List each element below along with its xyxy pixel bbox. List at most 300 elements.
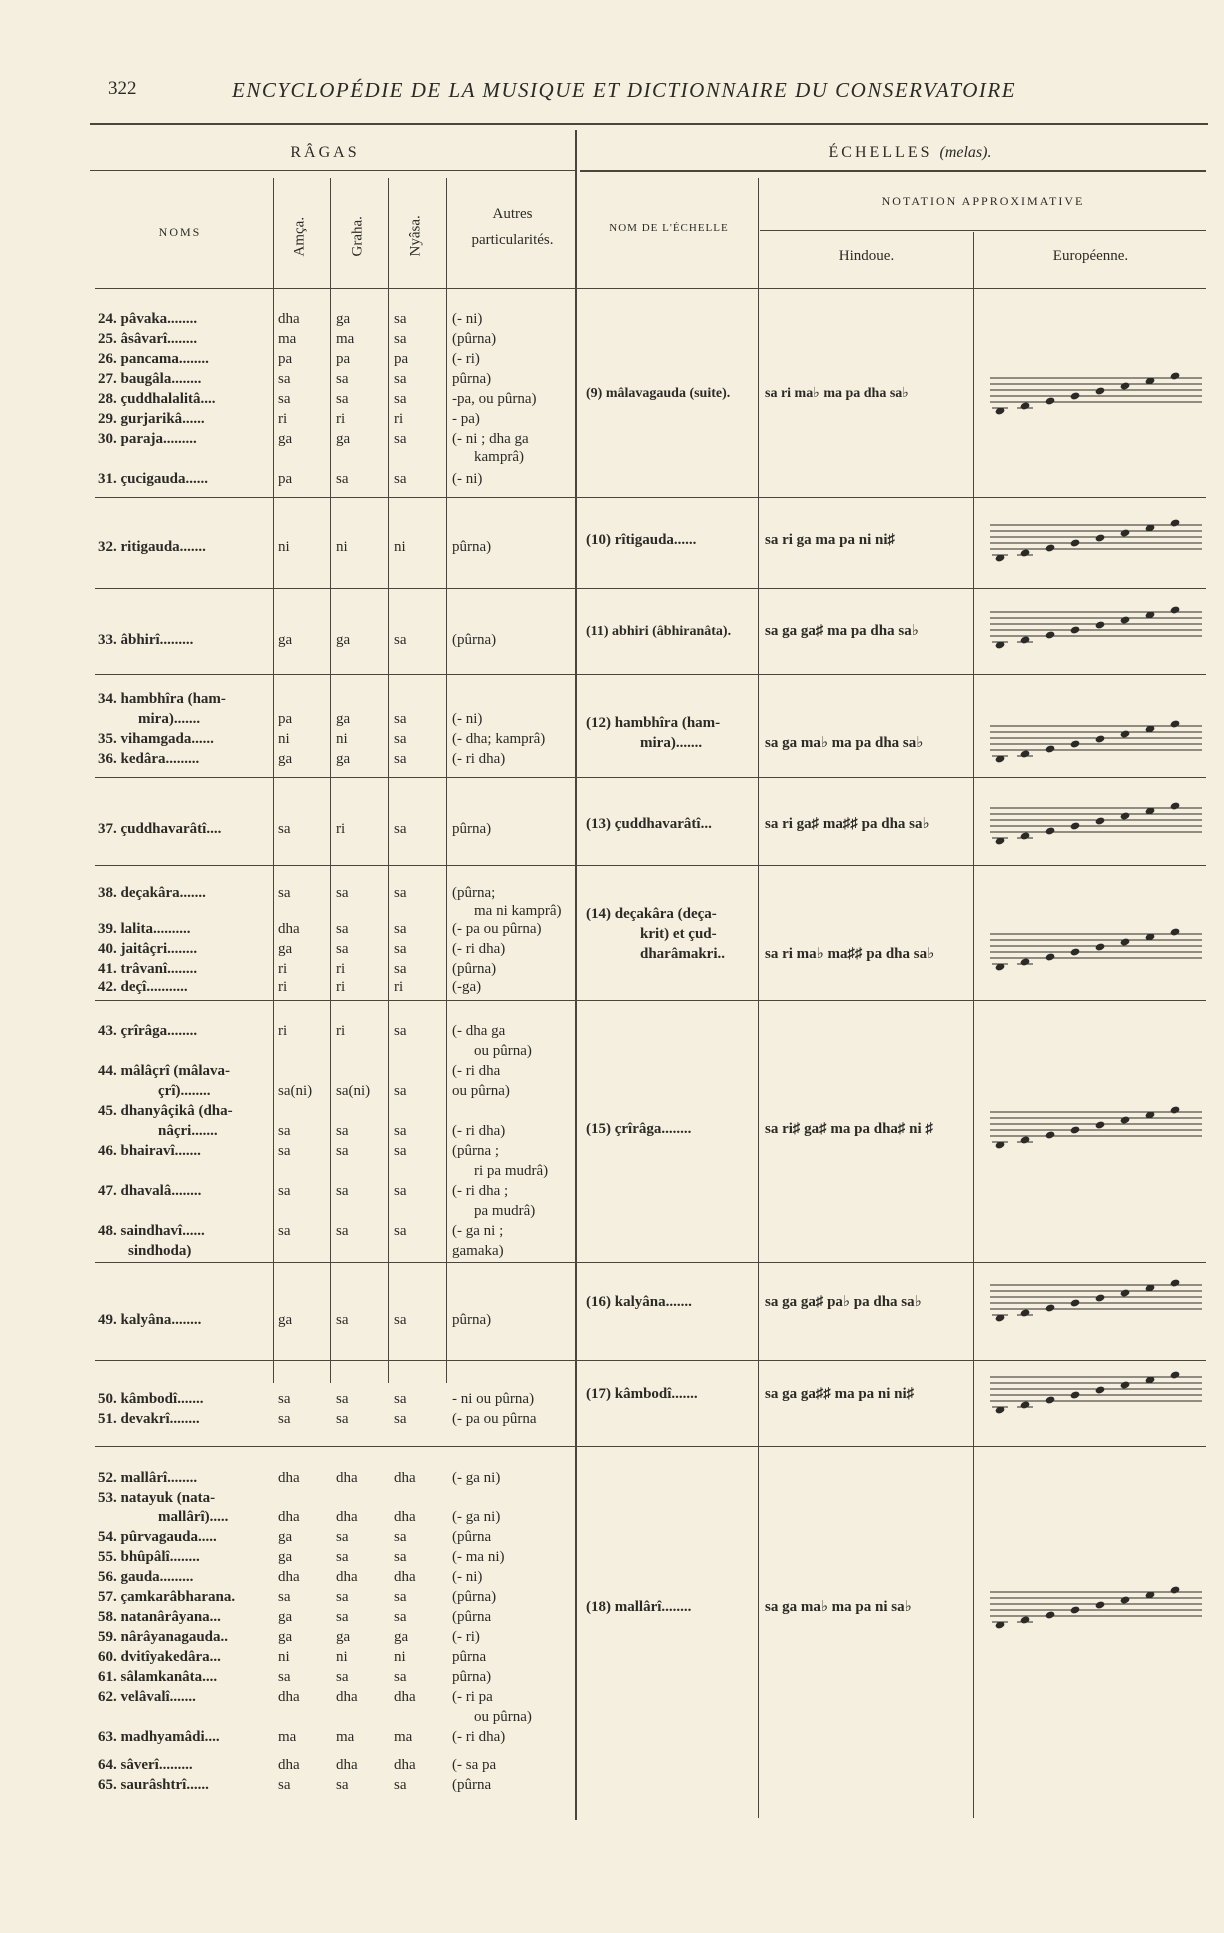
raga-nyasa: sa	[394, 391, 407, 407]
raga-name: 59. nârâyanagauda..	[98, 1629, 229, 1645]
note-head	[1120, 1288, 1131, 1297]
note-head	[1120, 528, 1131, 537]
note-head	[1070, 538, 1081, 547]
note-head	[1045, 630, 1056, 639]
raga-autres: - pa)	[452, 411, 480, 427]
raga-amca: sa	[278, 1411, 291, 1427]
note-head	[1095, 1120, 1106, 1129]
raga-amca: dha	[278, 1569, 300, 1585]
raga-autres: ou pûrna)	[474, 1043, 532, 1059]
raga-name: 61. sâlamkanâta....	[98, 1669, 218, 1685]
noms-header: NOMS	[158, 225, 202, 239]
raga-autres: (pûrna)	[452, 1589, 497, 1605]
note-head	[1170, 1105, 1181, 1114]
raga-nyasa: sa	[394, 941, 407, 957]
note-head	[1070, 1125, 1081, 1134]
raga-amca: sa	[278, 1391, 291, 1407]
raga-amca: ga	[278, 1549, 293, 1565]
raga-name: 53. natayuk (nata-	[98, 1490, 216, 1506]
raga-name: 45. dhanyâçikâ (dha-	[98, 1103, 233, 1119]
raga-amca: pa	[278, 711, 293, 727]
raga-amca: sa	[278, 885, 291, 901]
raga-nyasa: dha	[394, 1689, 416, 1705]
note-head	[1020, 957, 1031, 966]
note-head	[1170, 801, 1181, 810]
note-head	[1170, 518, 1181, 527]
raga-autres: (- ri)	[452, 1629, 480, 1645]
echelle-hindoue: sa ri ga♯ ma♯♯ pa dha sa♭	[765, 816, 930, 832]
raga-autres: (- ga ni)	[452, 1509, 501, 1525]
note-head	[1070, 821, 1081, 830]
raga-nyasa: ni	[394, 539, 406, 555]
raga-amca: ma	[278, 1729, 297, 1745]
note-head	[1020, 1400, 1031, 1409]
note-head	[1170, 719, 1181, 728]
raga-graha: dha	[336, 1569, 358, 1585]
note-head	[1170, 927, 1181, 936]
raga-nyasa: pa	[394, 351, 409, 367]
raga-nyasa: sa	[394, 1023, 407, 1039]
raga-graha: dha	[336, 1757, 358, 1773]
raga-autres: ou pûrna)	[474, 1709, 532, 1725]
graha-header: Graha.	[349, 216, 366, 257]
raga-name: 63. madhyamâdi....	[98, 1729, 220, 1745]
echelle-name-cont: mira).......	[640, 735, 703, 751]
nom-echelle-header: NOM DE L'ÉCHELLE	[609, 222, 729, 234]
note-head	[1070, 1605, 1081, 1614]
note-head	[1095, 816, 1106, 825]
amca-header: Amça.	[291, 216, 308, 257]
echelle-hindoue: sa ri♯ ga♯ ma pa dha♯ ni ♯	[765, 1121, 933, 1137]
raga-autres: pûrna)	[452, 821, 492, 837]
raga-name: 38. deçakâra.......	[98, 885, 206, 901]
note-head	[1120, 937, 1131, 946]
hindoue-header: Hindoue.	[838, 248, 895, 264]
note-head	[1095, 1600, 1106, 1609]
raga-nyasa: sa	[394, 632, 407, 648]
raga-name: 47. dhavalâ........	[98, 1183, 202, 1199]
raga-autres: pûrna)	[452, 1669, 492, 1685]
raga-graha: dha	[336, 1689, 358, 1705]
raga-autres: (- ni ; dha ga	[452, 431, 529, 447]
staff	[990, 719, 1202, 763]
raga-graha: sa	[336, 1143, 349, 1159]
raga-graha: ga	[336, 751, 351, 767]
raga-graha: sa	[336, 1549, 349, 1565]
note-head	[1070, 947, 1081, 956]
echelle-name: (13) çuddhavarâtî...	[586, 816, 712, 832]
raga-autres: (-ga)	[452, 979, 482, 995]
raga-nyasa: ma	[394, 1729, 413, 1745]
note-head	[1045, 543, 1056, 552]
note-head	[1020, 401, 1031, 410]
raga-amca: sa	[278, 1223, 291, 1239]
raga-name: 50. kâmbodî.......	[98, 1391, 204, 1407]
raga-name: 56. gauda.........	[98, 1569, 194, 1585]
ragas-header: RÂGAS	[290, 144, 360, 161]
raga-nyasa: sa	[394, 1609, 407, 1625]
raga-name: 49. kalyâna........	[98, 1312, 202, 1328]
note-head	[1070, 1390, 1081, 1399]
raga-nyasa: sa	[394, 711, 407, 727]
raga-amca: ga	[278, 1529, 293, 1545]
note-head	[1070, 739, 1081, 748]
note-head	[1045, 744, 1056, 753]
raga-autres: kamprâ)	[474, 449, 524, 465]
raga-autres: (pûrna ;	[452, 1143, 500, 1159]
raga-nyasa: sa	[394, 431, 407, 447]
raga-autres: (- ri dha)	[452, 1729, 506, 1745]
raga-name: 57. çamkarâbharana.	[98, 1589, 236, 1605]
raga-name: 34. hambhîra (ham-	[98, 691, 226, 707]
raga-nyasa: sa	[394, 1223, 407, 1239]
running-title: ENCYCLOPÉDIE DE LA MUSIQUE ET DICTIONNAIRE DU CONSERVATOIRE	[232, 78, 1017, 102]
echelle-name: (12) hambhîra (ham-	[586, 715, 721, 731]
raga-amca: dha	[278, 1757, 300, 1773]
raga-nyasa: sa	[394, 1549, 407, 1565]
raga-nyasa: sa	[394, 731, 407, 747]
raga-nyasa: sa	[394, 885, 407, 901]
raga-name: 26. pancama........	[98, 351, 209, 367]
raga-nyasa: sa	[394, 821, 407, 837]
echelle-hindoue: sa ri ma♭ ma♯♯ pa dha sa♭	[765, 946, 935, 962]
staff	[990, 371, 1202, 415]
raga-nyasa: sa	[394, 1669, 407, 1685]
staff	[990, 1278, 1202, 1322]
raga-graha: ga	[336, 1629, 351, 1645]
raga-amca: ri	[278, 1023, 288, 1039]
raga-autres: ou pûrna)	[452, 1083, 510, 1099]
raga-autres: (- pa ou pûrna)	[452, 921, 542, 937]
raga-amca: ma	[278, 331, 297, 347]
echelle-name: (10) rîtigauda......	[586, 532, 697, 548]
raga-nyasa: sa	[394, 751, 407, 767]
raga-name: 31. çucigauda......	[98, 471, 209, 487]
raga-nyasa: sa	[394, 331, 407, 347]
raga-nyasa: sa	[394, 1529, 407, 1545]
raga-name: sindhoda)	[128, 1243, 192, 1259]
raga-graha: sa	[336, 1777, 349, 1793]
note-head	[1170, 1585, 1181, 1594]
raga-nyasa: ri	[394, 979, 404, 995]
raga-name: 60. dvitîyakedâra...	[98, 1649, 221, 1665]
raga-graha: ni	[336, 1649, 348, 1665]
raga-graha: ni	[336, 731, 348, 747]
raga-name: 25. âsâvarî........	[98, 331, 198, 347]
staff	[990, 1585, 1202, 1629]
note-head	[1120, 729, 1131, 738]
raga-amca: dha	[278, 1509, 300, 1525]
raga-autres: pûrna)	[452, 539, 492, 555]
raga-autres: pûrna)	[452, 1312, 492, 1328]
note-head	[1070, 1298, 1081, 1307]
raga-graha: sa	[336, 371, 349, 387]
raga-graha: ga	[336, 711, 351, 727]
echelle-name: (17) kâmbodî.......	[586, 1386, 698, 1402]
echelle-hindoue: sa ga ma♭ ma pa ni sa♭	[765, 1599, 912, 1615]
raga-name: 51. devakrî........	[98, 1411, 200, 1427]
raga-autres: (- ri dha)	[452, 941, 506, 957]
raga-graha: ni	[336, 539, 348, 555]
raga-amca: ga	[278, 431, 293, 447]
raga-name: 39. lalita..........	[98, 921, 191, 937]
echelle-hindoue: sa ga ma♭ ma pa dha sa♭	[765, 735, 924, 751]
raga-nyasa: sa	[394, 921, 407, 937]
staff	[990, 1105, 1202, 1149]
raga-name: 42. deçî...........	[98, 979, 188, 995]
raga-name: 58. natanârâyana...	[98, 1609, 221, 1625]
raga-graha: dha	[336, 1509, 358, 1525]
raga-nyasa: ri	[394, 411, 404, 427]
note-head	[1170, 605, 1181, 614]
note-head	[1070, 391, 1081, 400]
note-head	[1045, 1610, 1056, 1619]
raga-amca: ga	[278, 1312, 293, 1328]
note-head	[1020, 1615, 1031, 1624]
raga-autres: (- ga ni)	[452, 1470, 501, 1486]
raga-graha: sa	[336, 1223, 349, 1239]
note-head	[1020, 635, 1031, 644]
autres-header-2: particularités.	[471, 232, 554, 248]
raga-autres: (- sa pa	[452, 1757, 497, 1773]
raga-autres: pa mudrâ)	[474, 1203, 536, 1219]
raga-autres: ri pa mudrâ)	[474, 1163, 549, 1179]
raga-graha: sa	[336, 941, 349, 957]
raga-graha: ma	[336, 1729, 355, 1745]
raga-amca: dha	[278, 921, 300, 937]
raga-graha: ga	[336, 632, 351, 648]
raga-nyasa: sa	[394, 1123, 407, 1139]
raga-amca: sa	[278, 1669, 291, 1685]
staff	[990, 518, 1202, 562]
raga-nyasa: sa	[394, 471, 407, 487]
raga-graha: ri	[336, 979, 346, 995]
note-head	[1120, 1380, 1131, 1389]
raga-autres: pûrna)	[452, 371, 492, 387]
raga-amca: dha	[278, 1470, 300, 1486]
raga-amca: ga	[278, 632, 293, 648]
note-head	[1120, 1115, 1131, 1124]
raga-autres: (- ni)	[452, 311, 483, 327]
raga-name: 62. velâvalî.......	[98, 1689, 196, 1705]
echelle-hindoue: sa ga ga♯ ma pa dha sa♭	[765, 623, 919, 639]
raga-amca: sa	[278, 1143, 291, 1159]
raga-amca: sa	[278, 1183, 291, 1199]
note-head	[1070, 625, 1081, 634]
raga-nyasa: dha	[394, 1470, 416, 1486]
raga-amca: dha	[278, 1689, 300, 1705]
note-head	[1095, 1293, 1106, 1302]
echelle-name: (11) abhiri (âbhiranâta).	[586, 624, 732, 639]
raga-graha: sa	[336, 1391, 349, 1407]
echelle-name-cont: krit) et çud-	[640, 926, 717, 942]
raga-name: 40. jaitâçri........	[98, 941, 198, 957]
raga-amca: ri	[278, 961, 288, 977]
note-head	[1045, 952, 1056, 961]
raga-autres: (- ga ni ;	[452, 1223, 504, 1239]
raga-autres: (pûrna)	[452, 632, 497, 648]
raga-name: çrî)........	[158, 1083, 211, 1099]
raga-graha: sa	[336, 921, 349, 937]
raga-autres: (- dha ga	[452, 1023, 506, 1039]
raga-autres: pûrna	[452, 1649, 487, 1665]
raga-autres: (pûrna)	[452, 331, 497, 347]
raga-autres: (- dha; kamprâ)	[452, 731, 546, 747]
raga-graha: ri	[336, 1023, 346, 1039]
raga-amca: ga	[278, 1629, 293, 1645]
echelle-name: (9) mâlavagauda (suite).	[586, 386, 731, 401]
note-head	[1020, 548, 1031, 557]
raga-nyasa: sa	[394, 371, 407, 387]
raga-name: 55. bhûpâlî........	[98, 1549, 200, 1565]
note-head	[1020, 831, 1031, 840]
raga-name: 35. vihamgada......	[98, 731, 214, 747]
raga-graha: pa	[336, 351, 351, 367]
raga-autres: (- ni)	[452, 1569, 483, 1585]
raga-amca: sa	[278, 391, 291, 407]
note-head	[1095, 734, 1106, 743]
raga-graha: ga	[336, 311, 351, 327]
raga-nyasa: ni	[394, 1649, 406, 1665]
echelle-hindoue: sa ga ga♯♯ ma pa ni ni♯	[765, 1386, 915, 1402]
raga-nyasa: sa	[394, 1589, 407, 1605]
raga-autres: (- pa ou pûrna	[452, 1411, 537, 1427]
raga-autres: (- ni)	[452, 471, 483, 487]
raga-graha: sa	[336, 471, 349, 487]
raga-name: 54. pûrvagauda.....	[98, 1529, 217, 1545]
raga-autres: (- ma ni)	[452, 1549, 505, 1565]
raga-autres: (pûrna;	[452, 885, 496, 901]
raga-autres: gamaka)	[452, 1243, 504, 1259]
note-head	[1095, 1385, 1106, 1394]
raga-autres: (- ri dha	[452, 1063, 501, 1079]
note-head	[1020, 749, 1031, 758]
echelle-name: (15) çrîrâga........	[586, 1121, 692, 1137]
echelle-name-cont: dharâmakri..	[640, 946, 726, 962]
note-head	[1170, 1370, 1181, 1379]
raga-name: 41. trâvanî........	[98, 961, 198, 977]
raga-amca: sa	[278, 821, 291, 837]
echelle-name: (14) deçakâra (deça-	[586, 906, 717, 922]
raga-amca: ni	[278, 731, 290, 747]
raga-graha: ri	[336, 961, 346, 977]
note-head	[1095, 533, 1106, 542]
raga-graha: sa	[336, 1609, 349, 1625]
raga-nyasa: dha	[394, 1757, 416, 1773]
note-head	[1020, 1135, 1031, 1144]
note-head	[1095, 386, 1106, 395]
raga-graha: ma	[336, 331, 355, 347]
raga-name: 65. saurâshtrî......	[98, 1777, 209, 1793]
raga-amca: dha	[278, 311, 300, 327]
raga-graha: sa	[336, 391, 349, 407]
raga-amca: ga	[278, 1609, 293, 1625]
raga-name: 46. bhairavî.......	[98, 1143, 201, 1159]
raga-amca: sa	[278, 1589, 291, 1605]
note-head	[1045, 396, 1056, 405]
raga-amca: pa	[278, 471, 293, 487]
echelle-hindoue: sa ri ma♭ ma pa dha sa♭	[765, 386, 909, 401]
raga-nyasa: sa	[394, 1777, 407, 1793]
echelle-name: (16) kalyâna.......	[586, 1294, 692, 1310]
raga-amca: ni	[278, 1649, 290, 1665]
raga-name: 29. gurjarikâ......	[98, 411, 205, 427]
note-head	[1170, 1278, 1181, 1287]
note-head	[1045, 1303, 1056, 1312]
echelle-name: (18) mallârî........	[586, 1599, 692, 1615]
raga-name: 30. paraja.........	[98, 431, 197, 447]
raga-name: 36. kedâra.........	[98, 751, 200, 767]
raga-autres: (- ri dha)	[452, 751, 506, 767]
raga-graha: ga	[336, 431, 351, 447]
note-head	[1020, 1308, 1031, 1317]
raga-nyasa: dha	[394, 1509, 416, 1525]
echelle-hindoue: sa ri ga ma pa ni ni♯	[765, 532, 896, 548]
raga-name: 44. mâlâçrî (mâlava-	[98, 1063, 231, 1079]
raga-name: 52. mallârî........	[98, 1470, 198, 1486]
raga-graha: sa	[336, 1589, 349, 1605]
note-head	[1045, 1130, 1056, 1139]
raga-name: nâçri.......	[158, 1123, 218, 1139]
raga-name: mallârî).....	[158, 1509, 229, 1525]
raga-graha: sa	[336, 1529, 349, 1545]
raga-graha: dha	[336, 1470, 358, 1486]
raga-name: mira).......	[138, 711, 201, 727]
raga-amca: sa(ni)	[278, 1083, 313, 1099]
note-head	[1120, 811, 1131, 820]
page-number: 322	[108, 78, 137, 99]
raga-nyasa: dha	[394, 1569, 416, 1585]
echelle-hindoue: sa ga ga♯ pa♭ pa dha sa♭	[765, 1294, 922, 1310]
raga-amca: sa	[278, 371, 291, 387]
raga-name: 33. âbhirî.........	[98, 632, 194, 648]
raga-autres: (- ri dha)	[452, 1123, 506, 1139]
raga-nyasa: sa	[394, 1391, 407, 1407]
raga-graha: sa	[336, 1123, 349, 1139]
raga-name: 37. çuddhavarâtî....	[98, 821, 222, 837]
note-head	[1120, 381, 1131, 390]
raga-name: 43. çrîrâga........	[98, 1023, 198, 1039]
raga-graha: sa	[336, 1669, 349, 1685]
raga-autres: (- ri pa	[452, 1689, 493, 1705]
raga-amca: sa	[278, 1123, 291, 1139]
raga-autres: (- ri dha ;	[452, 1183, 509, 1199]
raga-graha: ri	[336, 821, 346, 837]
note-head	[1095, 942, 1106, 951]
raga-graha: sa	[336, 885, 349, 901]
raga-graha: sa(ni)	[336, 1083, 371, 1099]
raga-graha: sa	[336, 1312, 349, 1328]
note-head	[1120, 1595, 1131, 1604]
raga-nyasa: ga	[394, 1629, 409, 1645]
europeenne-header: Européenne.	[1052, 248, 1129, 264]
raga-nyasa: sa	[394, 1411, 407, 1427]
raga-autres: (pûrna	[452, 1529, 492, 1545]
melas-label: (melas).	[939, 144, 992, 161]
staff	[990, 801, 1202, 845]
autres-header-1: Autres	[492, 206, 533, 222]
raga-graha: sa	[336, 1411, 349, 1427]
raga-name: 32. ritigauda.......	[98, 539, 206, 555]
raga-name: 64. sâverî.........	[98, 1757, 193, 1773]
raga-nyasa: sa	[394, 311, 407, 327]
staff	[990, 1370, 1202, 1414]
raga-graha: ri	[336, 411, 346, 427]
raga-autres: (pûrna	[452, 1609, 492, 1625]
raga-amca: ni	[278, 539, 290, 555]
raga-amca: ga	[278, 751, 293, 767]
raga-name: 48. saindhavî......	[98, 1223, 205, 1239]
